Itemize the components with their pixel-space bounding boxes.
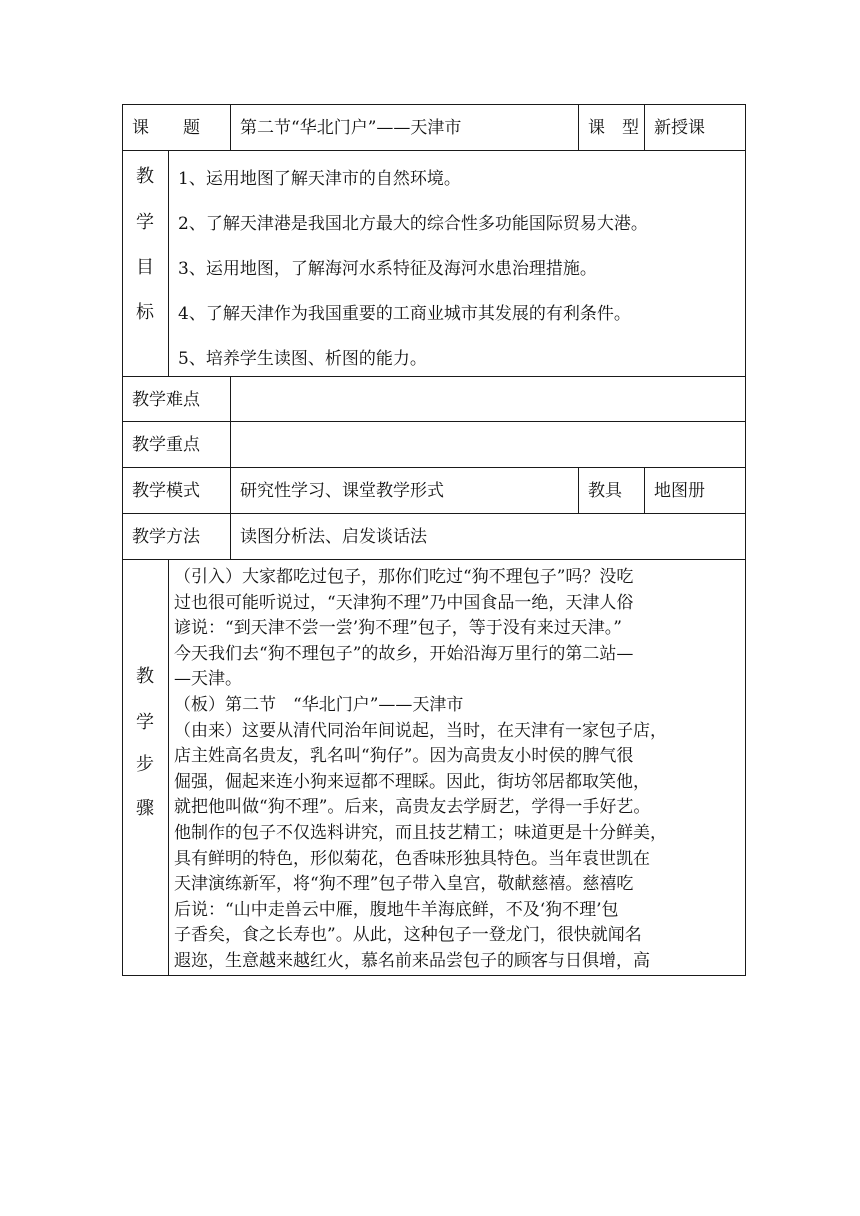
steps-line: 具有鲜明的特色，形似菊花，色香味形独具特色。当年袁世凯在 <box>174 848 650 869</box>
table-rule <box>578 104 579 151</box>
objectives-label-char: 教 <box>136 166 154 187</box>
table-rule <box>122 150 746 151</box>
objective-item: 1、运用地图了解天津市的自然环境。 <box>178 169 461 189</box>
objective-item: 4、了解天津作为我国重要的工商业城市其发展的有利条件。 <box>178 304 631 324</box>
steps-line: 今天我们去“狗不理包子”的故乡，开始沿海万里行的第二站— <box>174 643 634 664</box>
steps-label-char: 教 <box>136 666 154 687</box>
topic-value: 第二节“华北门户”——天津市 <box>240 118 462 138</box>
lesson-type-label: 课 型 <box>588 118 639 138</box>
table-rule <box>122 421 746 422</box>
teaching-steps-body <box>174 565 746 975</box>
steps-line: 店主姓高名贵友，乳名叫“狗仔”。因为高贵友小时侯的脾气很 <box>174 746 634 767</box>
steps-line: 倔强，倔起来连小狗来逗都不理睬。因此，街坊邻居都取笑他， <box>174 771 650 792</box>
teaching-method-label: 教学方法 <box>132 527 200 547</box>
objectives-label-char: 目 <box>136 257 154 278</box>
table-border-bottom <box>122 975 746 976</box>
steps-line: 后说：“山中走兽云中雁，腹地牛羊海底鲜，不及‘狗不理’包 <box>174 899 619 920</box>
teaching-tools-label: 教具 <box>588 481 622 501</box>
steps-line: 天津演练新军，将“狗不理”包子带入皇宫，敬献慈禧。慈禧吃 <box>174 874 634 895</box>
teaching-tools-value: 地图册 <box>654 481 705 501</box>
objective-item: 5、培养学生读图、析图的能力。 <box>178 349 427 369</box>
teaching-mode-label: 教学模式 <box>132 481 200 501</box>
table-rule <box>230 104 231 151</box>
table-rule <box>168 150 169 377</box>
lesson-type-value: 新授课 <box>654 118 705 138</box>
table-rule <box>122 513 746 514</box>
steps-line: （板）第二节 “华北门户”——天津市 <box>174 694 464 715</box>
table-rule <box>122 467 746 468</box>
table-rule <box>168 559 169 976</box>
steps-line: 就把他叫做“狗不理”。后来，高贵友去学厨艺，学得一手好艺。 <box>174 797 651 818</box>
steps-label-char: 骤 <box>136 798 154 819</box>
objective-item: 3、运用地图，了解海河水系特征及海河水患治理措施。 <box>178 259 597 279</box>
steps-line: 遐迩，生意越来越红火，慕名前来品尝包子的顾客与日俱增，高 <box>174 950 650 971</box>
table-rule <box>578 467 579 514</box>
table-rule <box>122 376 746 377</box>
table-rule <box>644 104 645 151</box>
steps-label-char: 学 <box>136 712 154 733</box>
table-rule <box>122 559 746 560</box>
steps-line: （引入）大家都吃过包子，那你们吃过“狗不理包子”吗？没吃 <box>174 567 634 587</box>
steps-line: （由来）这要从清代同治年间说起，当时，在天津有一家包子店， <box>174 720 667 741</box>
objectives-label-char: 标 <box>136 302 154 323</box>
table-border-left <box>122 104 123 976</box>
table-rule <box>230 376 231 560</box>
table-rule <box>644 467 645 514</box>
steps-line: 他制作的包子不仅选料讲究，而且技艺精工；味道更是十分鲜美， <box>174 822 667 843</box>
table-border-top <box>122 104 746 105</box>
steps-label-char: 步 <box>136 754 154 775</box>
teaching-mode-value: 研究性学习、课堂教学形式 <box>240 481 444 501</box>
teaching-method-value: 读图分析法、启发谈话法 <box>240 527 427 547</box>
key-points-label: 教学重点 <box>132 435 200 455</box>
steps-line: 子香矣，食之长寿也”。从此，这种包子一登龙门，很快就闻名 <box>174 925 642 946</box>
topic-label: 课 题 <box>132 118 200 138</box>
steps-line: 过也很可能听说过，“天津狗不理”乃中国食品一绝，天津人俗 <box>174 592 634 613</box>
steps-line: —天津。 <box>174 669 242 690</box>
objective-item: 2、了解天津港是我国北方最大的综合性多功能国际贸易大港。 <box>178 214 648 234</box>
objectives-label-char: 学 <box>136 212 154 233</box>
steps-line: 谚说：“到天津不尝一尝’狗不理”包子，等于没有来过天津。” <box>174 618 622 639</box>
difficulty-label: 教学难点 <box>132 390 200 410</box>
